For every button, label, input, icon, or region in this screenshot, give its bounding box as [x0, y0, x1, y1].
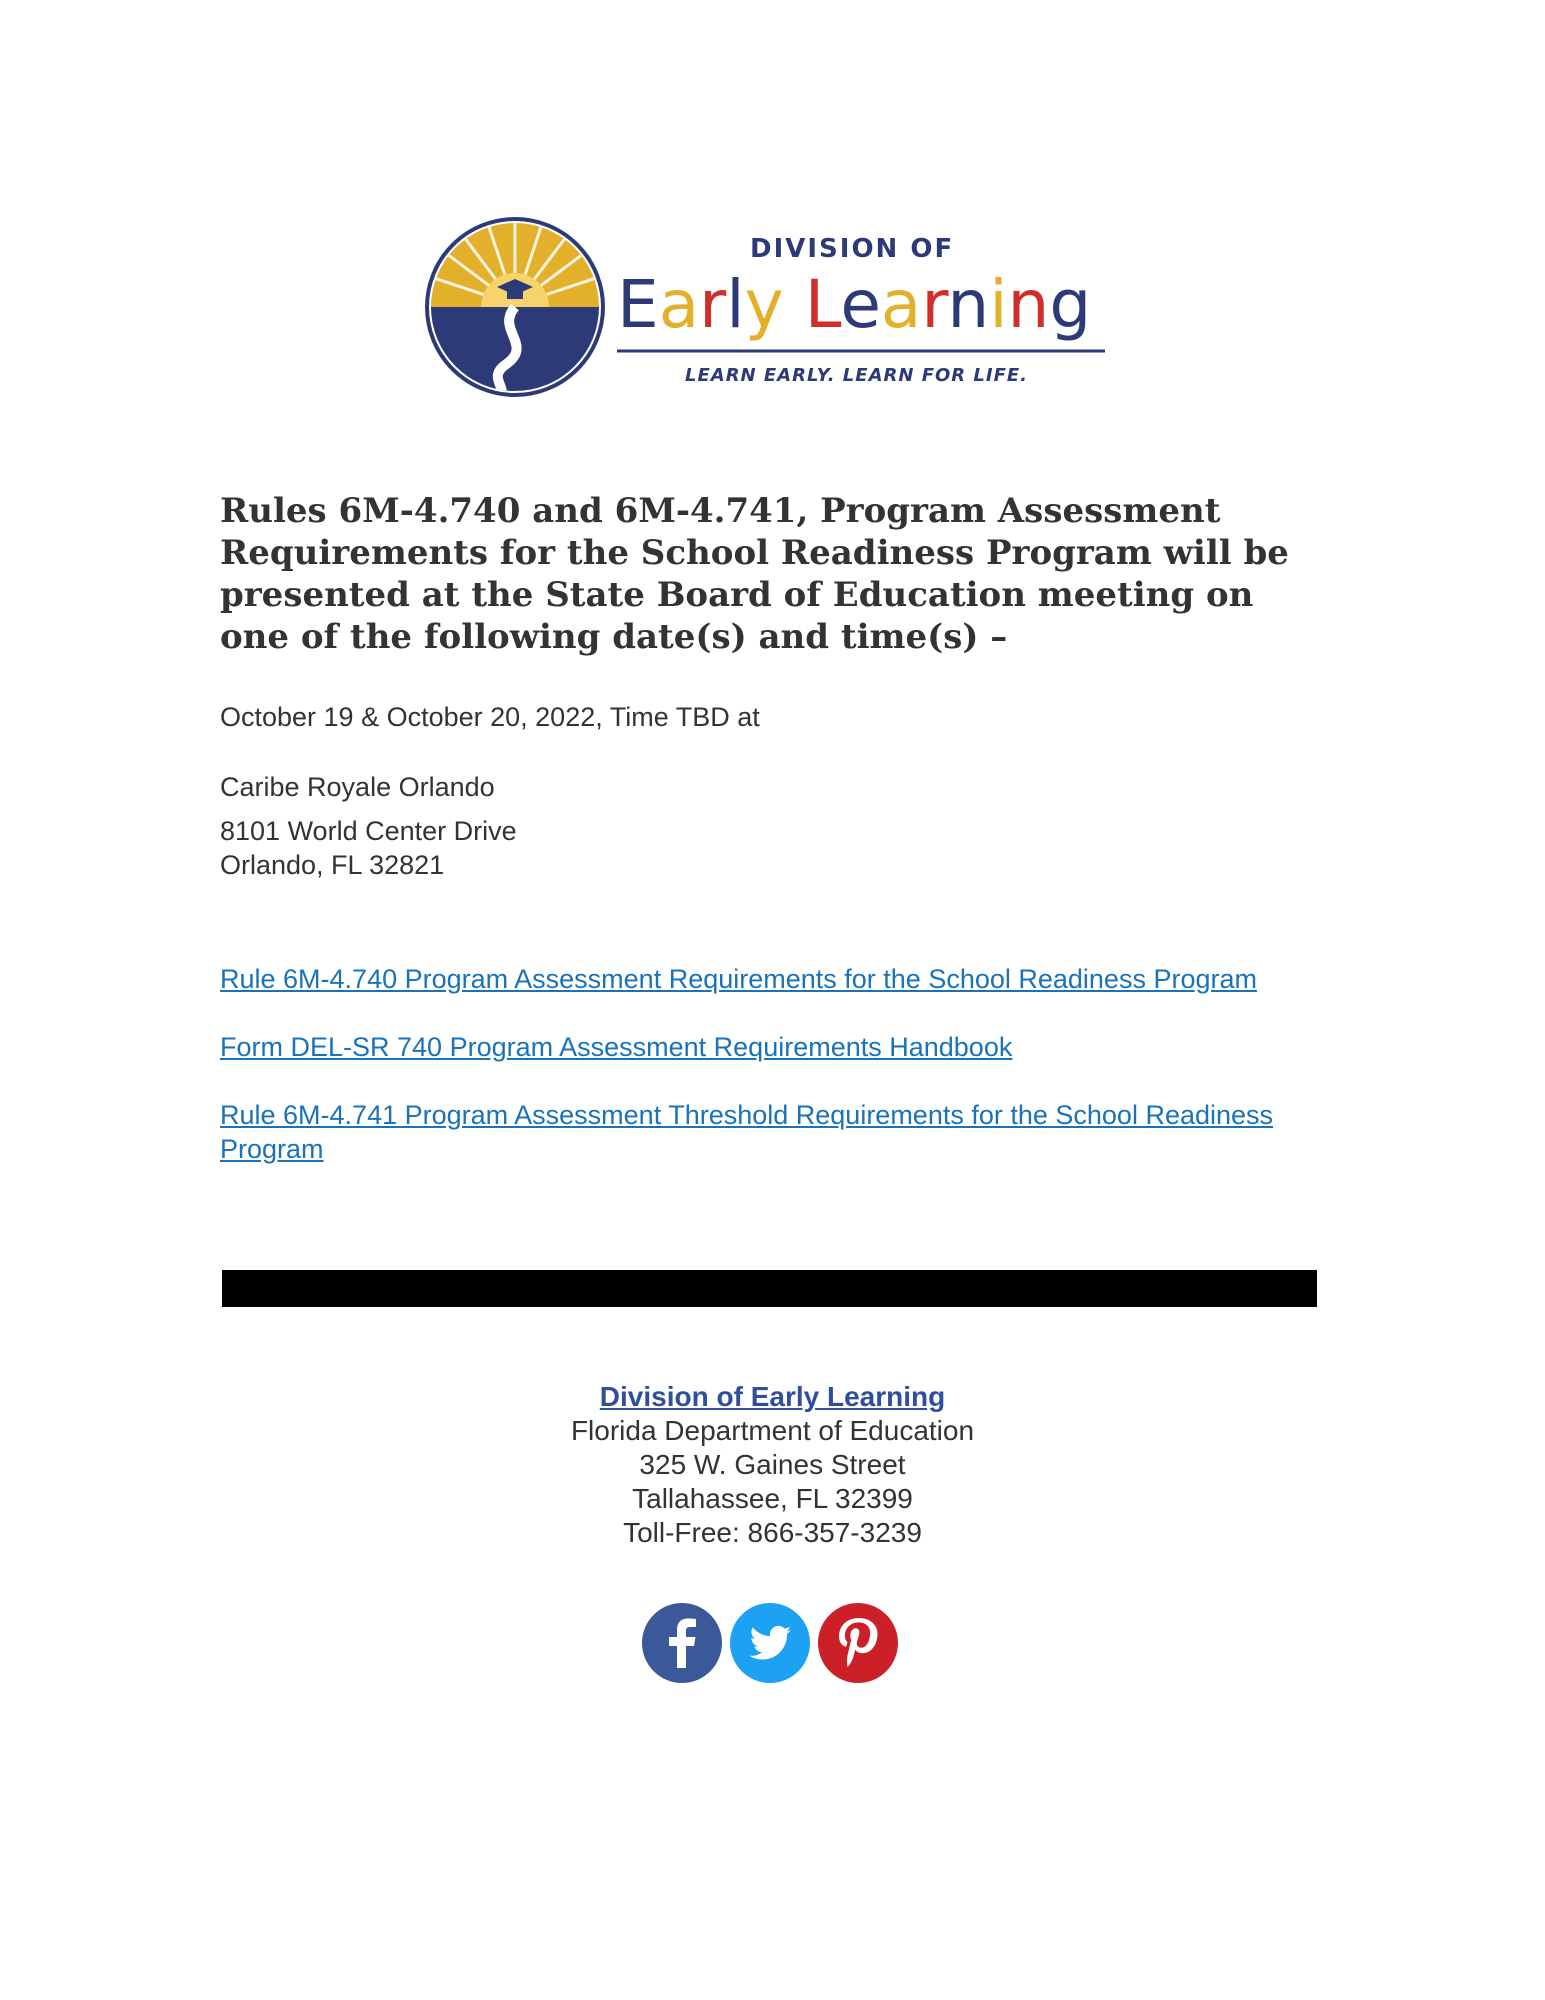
facebook-icon[interactable] [641, 1602, 723, 1684]
footer-street: 325 W. Gaines Street [639, 1449, 906, 1480]
rule-740-link[interactable]: Rule 6M-4.740 Program Assessment Requirements for the School Readiness Program [220, 964, 1257, 994]
logo-tagline: LEARN EARLY. LEARN FOR LIFE. [685, 365, 1029, 386]
social-links [641, 1602, 903, 1686]
logo-line1: DIVISION OF [750, 234, 955, 264]
meeting-venue: Caribe Royale Orlando [220, 772, 495, 802]
twitter-icon[interactable] [729, 1602, 811, 1684]
meeting-city: Orlando, FL 32821 [220, 850, 445, 880]
divider-bar [222, 1270, 1317, 1307]
meeting-dates: October 19 & October 20, 2022, Time TBD at [220, 702, 760, 732]
meeting-street: 8101 World Center Drive [220, 816, 517, 846]
footer-department: Florida Department of Education [570, 1415, 975, 1446]
logo-wordmark: Early Learning [617, 266, 1092, 343]
division-logo [425, 215, 1110, 400]
page-title: Rules 6M-4.740 and 6M-4.741, Program Assessment Requirements for the School Readiness Program will be presented at the State Board of Education meeting on one of the following date(s) and time(s) – [220, 491, 1289, 657]
pinterest-icon[interactable] [817, 1602, 899, 1684]
footer-city: Tallahassee, FL 32399 [632, 1483, 913, 1514]
sunrise-emblem-icon [425, 215, 605, 400]
footer-org-link[interactable]: Division of Early Learning [599, 1381, 946, 1412]
footer [0, 1380, 1545, 1550]
rule-741-link[interactable]: Rule 6M-4.741 Program Assessment Threshold Requirements for the School Readiness Program [220, 1100, 1274, 1164]
handbook-link[interactable]: Form DEL-SR 740 Program Assessment Requirements Handbook [220, 1032, 1013, 1062]
footer-phone: Toll-Free: 866-357-3239 [623, 1517, 922, 1548]
